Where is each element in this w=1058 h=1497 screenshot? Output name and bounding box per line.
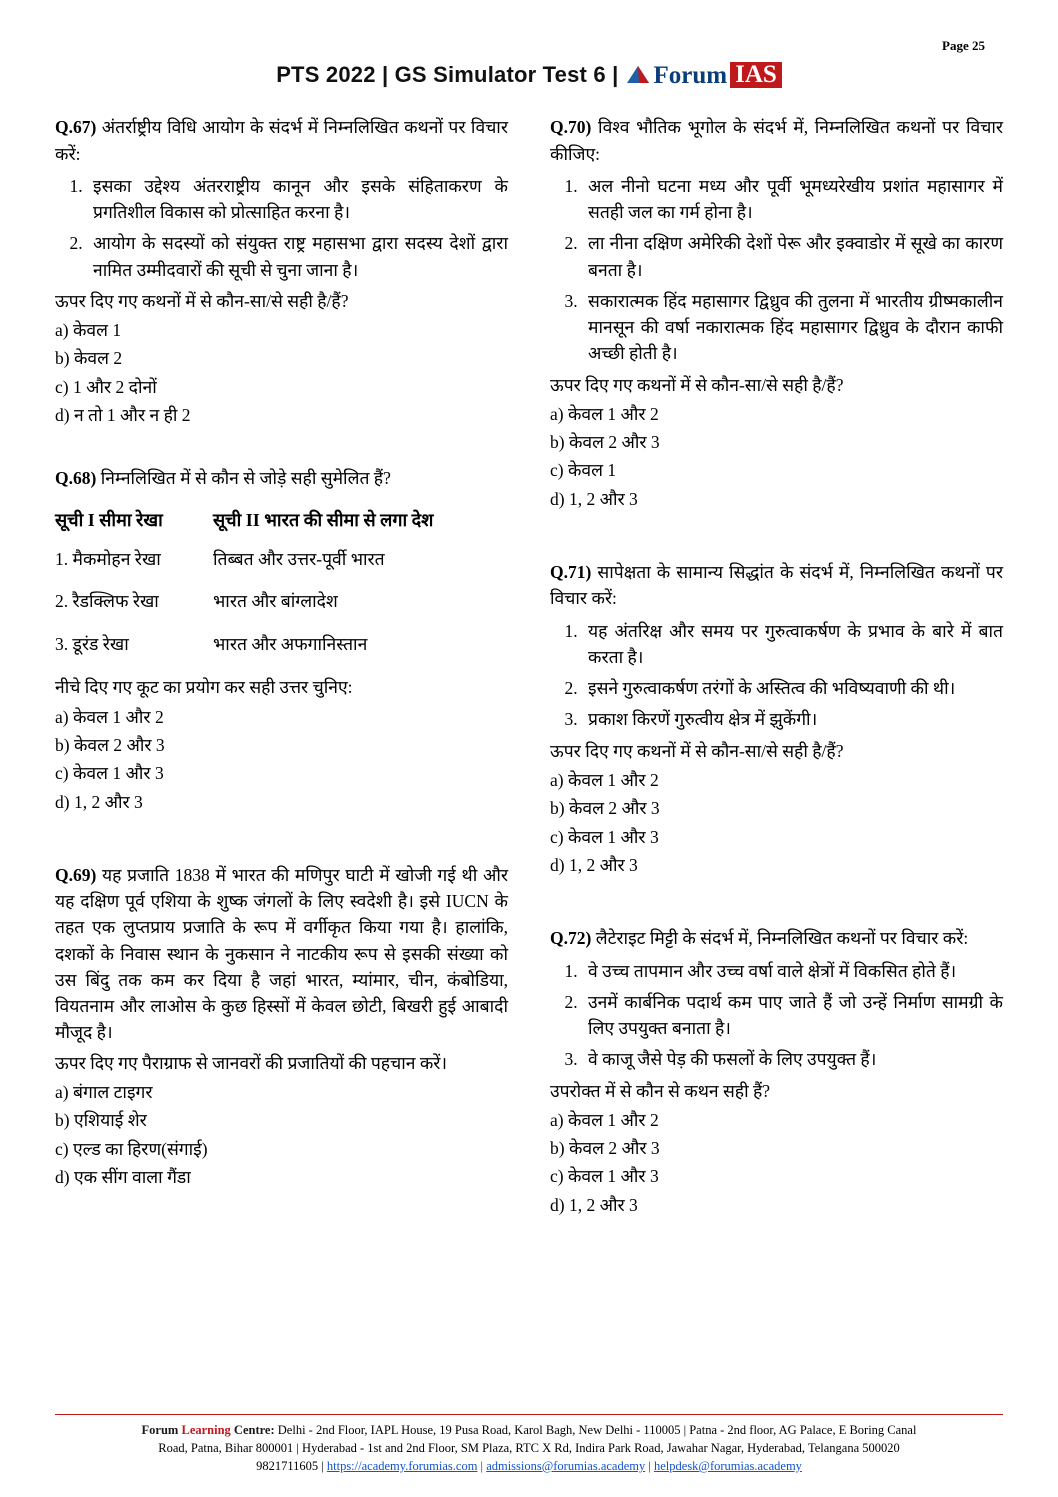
option-d[interactable]: d) एक सींग वाला गैंडा (55, 1166, 191, 1187)
question-q71 (550, 559, 1003, 879)
footer-separator: | (480, 1458, 484, 1473)
spacer (55, 445, 508, 465)
statement-item: 1. वे उच्च तापमान और उच्च वर्षा वाले क्षेत्रों में विकसित होते हैं। (582, 958, 1003, 984)
match-left: 1. मैकमोहन रेखा (55, 548, 161, 569)
question-prompt: ऊपर दिए गए कथनों में से कौन-सा/से सही है/हैं? (55, 290, 349, 311)
match-table-header (55, 508, 508, 533)
option-a[interactable]: a) केवल 1 और 2 (550, 1109, 659, 1130)
option-b[interactable]: b) केवल 2 (55, 348, 123, 369)
footer-website-link[interactable]: https://academy.forumias.com (326, 1458, 478, 1473)
statement-item: 3. प्रकाश किरणें गुरुत्वीय क्षेत्र में झुकेंगी। (582, 706, 1003, 732)
question-stem (55, 862, 508, 1046)
option-c[interactable]: c) एल्ड का हिरण(संगाई) (55, 1138, 208, 1159)
question-q72 (550, 925, 1003, 1219)
question-text: यह प्रजाति 1838 में भारत की मणिपुर घाटी में खोजी गई थी और यह दक्षिण पूर्व एशिया के शुष्क जंगलों के लिए स्वदेशी है। इसे IUCN के तहत एक लुप्तप्राय प्रजाति के रूप में वर्गीकृत किया गया है। हालांकि, दशकों के निवास स्थान के नुकसान ने नाटकीय रूप से इसकी संख्या को उस बिंदु तक कम कर दिया है जहां भारत, म्यांमार, चीन, कंबोडिया, वियतनाम और लाओस के कुछ हिस्सों में केवल छोटी, बिखरी हुई आबादी मौजूद है। (55, 864, 509, 1043)
footer-address-2: Road, Patna, Bihar 800001 | Hyderabad - 1st and 2nd Floor, SM Plaza, RTC X Rd, Indira Park Road, Jawahar Nagar, Hyderabad, Telangana 500020 (158, 1440, 900, 1455)
option-d[interactable]: d) 1, 2 और 3 (550, 1194, 638, 1215)
question-q69 (55, 862, 508, 1191)
left-column (55, 114, 508, 1235)
option-c[interactable]: c) केवल 1 और 3 (55, 763, 164, 784)
content-columns (55, 114, 1003, 1235)
spacer (550, 529, 1003, 559)
option-d[interactable]: d) 1, 2 और 3 (550, 854, 638, 875)
match-header-col1: सूची I सीमा रेखा (55, 509, 163, 530)
question-stem (550, 559, 1003, 612)
option-list (55, 703, 508, 816)
option-list (55, 316, 508, 429)
right-column (550, 114, 1003, 1235)
footer-address-line-2 (55, 1439, 1003, 1457)
spacer (550, 895, 1003, 925)
match-header-col2: सूची II भारत की सीमा से लगा देश (213, 509, 434, 530)
option-c[interactable]: c) केवल 1 और 3 (550, 826, 659, 847)
page-footer (55, 1414, 1003, 1475)
statement-item: 3. वे काजू जैसे पेड़ की फसलों के लिए उपयुक्त हैं। (582, 1046, 1003, 1072)
question-text: निम्नलिखित में से कौन से जोड़े सही सुमेलित हैं? (100, 468, 391, 489)
option-c[interactable]: c) केवल 1 और 3 (550, 1166, 659, 1187)
question-stem (550, 925, 1003, 951)
statement-list (550, 173, 1003, 367)
question-q68 (55, 465, 508, 816)
option-a[interactable]: a) बंगाल टाइगर (55, 1081, 153, 1102)
option-c[interactable]: c) केवल 1 (550, 460, 617, 481)
match-row (55, 632, 508, 657)
option-a[interactable]: a) केवल 1 और 2 (550, 403, 659, 424)
statement-item: 1. यह अंतरिक्ष और समय पर गुरुत्वाकर्षण के प्रभाव के बारे में बात करता है। (582, 618, 1003, 671)
option-b[interactable]: b) एशियाई शेर (55, 1110, 147, 1131)
question-number: Q.69) (55, 864, 97, 885)
statement-item: 2. उनमें कार्बनिक पदार्थ कम पाए जाते हैं जो उन्हें निर्माण सामग्री के लिए उपयुक्त बनाता है। (582, 989, 1003, 1042)
statement-list (550, 618, 1003, 733)
option-list (550, 766, 1003, 879)
footer-helpdesk-email[interactable]: helpdesk@forumias.academy (654, 1458, 802, 1473)
option-b[interactable]: b) केवल 2 और 3 (550, 432, 660, 453)
page-header (55, 62, 1003, 88)
footer-divider (55, 1414, 1003, 1415)
footer-brand-forum: Forum (141, 1422, 179, 1437)
match-row (55, 589, 508, 614)
match-right: भारत और अफगानिस्तान (213, 633, 368, 654)
question-prompt: ऊपर दिए गए पैराग्राफ से जानवरों की प्रजातियों की पहचान करें। (55, 1052, 448, 1073)
header-title: PTS 2022 | GS Simulator Test 6 | (276, 62, 619, 88)
question-number: Q.71) (550, 562, 592, 583)
option-a[interactable]: a) केवल 1 (55, 320, 122, 340)
option-d[interactable]: d) 1, 2 और 3 (550, 488, 638, 509)
spacer (55, 832, 508, 862)
footer-address-1: Delhi - 2nd Floor, IAPL House, 19 Pusa Road, Karol Bagh, New Delhi - 110005 | Patna - 2nd floor, AG Palace, E Boring Canal (277, 1422, 917, 1437)
statement-item: 2. इसने गुरुत्वाकर्षण तरंगों के अस्तित्व की भविष्यवाणी की थी। (582, 675, 1003, 701)
statement-list (55, 173, 508, 283)
option-a[interactable]: a) केवल 1 और 2 (550, 769, 659, 790)
footer-address-line-1 (55, 1421, 1003, 1439)
option-d[interactable]: d) न तो 1 और न ही 2 (55, 405, 191, 426)
question-number: Q.70) (550, 117, 592, 138)
question-prompt: उपरोक्त में से कौन से कथन सही हैं? (550, 1080, 771, 1101)
footer-phone: 9821711605 | (256, 1458, 324, 1473)
question-number: Q.68) (55, 468, 97, 489)
page-number: Page 25 (942, 38, 985, 53)
question-q70 (550, 114, 1003, 513)
match-left: 2. रैडक्लिफ रेखा (55, 591, 159, 612)
statement-item: 1. इसका उद्देश्य अंतरराष्ट्रीय कानून और इसके संहिताकरण के प्रगतिशील विकास को प्रोत्साहित करना है। (87, 173, 508, 226)
question-prompt: ऊपर दिए गए कथनों में से कौन-सा/से सही है/हैं? (550, 374, 844, 395)
match-row (55, 547, 508, 572)
statement-item: 2. ला नीना दक्षिण अमेरिकी देशों पेरू और इक्वाडोर में सूखे का कारण बनता है। (582, 230, 1003, 283)
match-right: तिब्बत और उत्तर-पूर्वी भारत (213, 548, 385, 569)
footer-brand-centre: Centre: (233, 1422, 275, 1437)
logo-forum-text: Forum (653, 61, 728, 89)
logo-arrow-icon (625, 63, 651, 87)
footer-admissions-email[interactable]: admissions@forumias.academy (486, 1458, 646, 1473)
footer-separator: | (648, 1458, 651, 1473)
forumias-logo (625, 62, 782, 88)
question-text: अंतर्राष्ट्रीय विधि आयोग के संदर्भ में निम्नलिखित कथनों पर विचार करें: (55, 117, 508, 164)
question-text: विश्व भौतिक भूगोल के संदर्भ में, निम्नलिखित कथनों पर विचार कीजिए: (550, 117, 1004, 164)
match-right: भारत और बांग्लादेश (213, 591, 338, 612)
question-stem (55, 114, 508, 167)
statement-item: 2. आयोग के सदस्यों को संयुक्त राष्ट्र महासभा द्वारा सदस्य देशों द्वारा नामित उम्मीदवारों की सूची से चुना जाना है। (87, 230, 508, 283)
option-c[interactable]: c) 1 और 2 दोनों (55, 376, 157, 397)
option-list (55, 1078, 508, 1191)
footer-contact-line (55, 1457, 1003, 1475)
question-text: लैटेराइट मिट्टी के संदर्भ में, निम्नलिखित कथनों पर विचार करें: (595, 928, 969, 949)
question-q67 (55, 114, 508, 429)
option-d[interactable]: d) 1, 2 और 3 (55, 791, 143, 812)
question-prompt: नीचे दिए गए कूट का प्रयोग कर सही उत्तर चुनिए: (55, 677, 353, 698)
option-list (550, 1106, 1003, 1219)
question-number: Q.72) (550, 928, 592, 949)
question-prompt: ऊपर दिए गए कथनों में से कौन-सा/से सही है/हैं? (550, 740, 844, 761)
statement-list (550, 958, 1003, 1073)
question-stem (550, 114, 1003, 167)
option-b[interactable]: b) केवल 2 और 3 (550, 798, 660, 819)
option-list (550, 400, 1003, 513)
match-left: 3. डूरंड रेखा (55, 633, 129, 654)
statement-item: 1. अल नीनो घटना मध्य और पूर्वी भूमध्यरेखीय प्रशांत महासागर में सतही जल का गर्म होना है। (582, 173, 1003, 226)
question-stem (55, 465, 508, 491)
question-text: सापेक्षता के सामान्य सिद्धांत के संदर्भ में, निम्नलिखित कथनों पर विचार करें: (550, 562, 1003, 609)
statement-item: 3. सकारात्मक हिंद महासागर द्विध्रुव की तुलना में भारतीय ग्रीष्मकालीन मानसून की वर्षा नकारात्मक हिंद महासागर द्विध्रुव के दौरान काफी अच्छी होती है। (582, 288, 1003, 367)
option-a[interactable]: a) केवल 1 और 2 (55, 706, 164, 727)
option-b[interactable]: b) केवल 2 और 3 (550, 1138, 660, 1159)
option-b[interactable]: b) केवल 2 और 3 (55, 734, 165, 755)
footer-brand-learning: Learning (181, 1422, 231, 1437)
logo-ias-text: IAS (730, 62, 782, 88)
question-number: Q.67) (55, 117, 97, 138)
